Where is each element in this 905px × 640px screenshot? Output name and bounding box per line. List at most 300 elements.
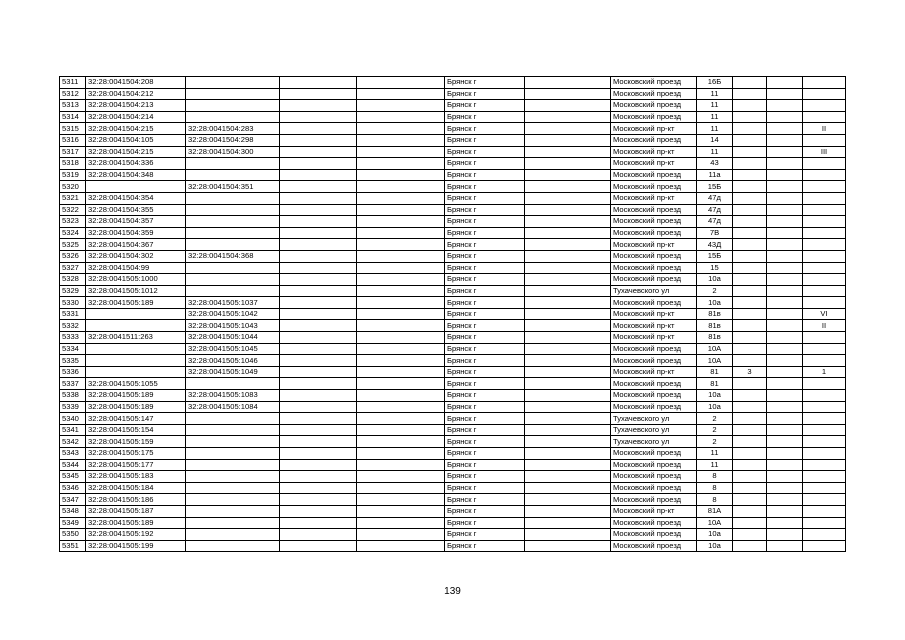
cell-blank-col-4 [280,169,357,181]
cell-cadastral-number [86,181,186,193]
cell-related-cadastral-number [186,169,280,181]
table-row [60,517,846,529]
table-row [60,181,846,193]
cell-city: Брянск г [445,239,525,251]
cell-cadastral-number: 32:28:0041505:177 [86,459,186,471]
cell-street: Тухачевского ул [611,285,697,297]
cell-house-number: 16Б [697,77,733,89]
cell-col-11 [767,285,803,297]
cell-blank-col-7 [525,134,611,146]
cell-city: Брянск г [445,343,525,355]
cell-cadastral-number: 32:28:0041505:186 [86,494,186,506]
cell-house-number: 43 [697,158,733,170]
cell-blank-col-4 [280,158,357,170]
cell-col-11 [767,390,803,402]
cell-col-11 [767,540,803,552]
cell-house-number: 81 [697,366,733,378]
cell-street: Тухачевского ул [611,436,697,448]
cell-row-number: 5345 [60,471,86,483]
cell-building-roman-number [803,239,846,251]
cell-city: Брянск г [445,529,525,541]
cell-cadastral-number [86,366,186,378]
cell-row-number: 5327 [60,262,86,274]
cell-cadastral-number: 32:28:0041504:336 [86,158,186,170]
cell-row-number: 5314 [60,111,86,123]
cell-related-cadastral-number: 32:28:0041505:1045 [186,343,280,355]
cell-related-cadastral-number [186,505,280,517]
cell-blank-col-4 [280,216,357,228]
cell-house-number: 10а [697,540,733,552]
cell-col-10 [733,274,767,286]
cell-blank-col-7 [525,239,611,251]
cell-row-number: 5317 [60,146,86,158]
cell-row-number: 5341 [60,424,86,436]
cell-blank-col-7 [525,88,611,100]
cell-row-number: 5346 [60,482,86,494]
cell-col-11 [767,134,803,146]
cell-blank-col-4 [280,482,357,494]
cell-blank-col-5 [357,471,445,483]
cell-city: Брянск г [445,250,525,262]
cell-blank-col-7 [525,274,611,286]
table-row [60,390,846,402]
cell-blank-col-5 [357,401,445,413]
cell-street: Тухачевского ул [611,413,697,425]
cell-city: Брянск г [445,123,525,135]
cell-blank-col-7 [525,146,611,158]
cell-blank-col-7 [525,158,611,170]
cell-col-10 [733,436,767,448]
cell-blank-col-5 [357,494,445,506]
table-row [60,204,846,216]
table-row [60,123,846,135]
cell-house-number: 11 [697,146,733,158]
cell-col-10 [733,134,767,146]
cell-house-number: 11 [697,111,733,123]
cell-house-number: 11 [697,88,733,100]
cell-row-number: 5349 [60,517,86,529]
cell-building-roman-number [803,88,846,100]
cell-row-number: 5342 [60,436,86,448]
cell-col-10 [733,146,767,158]
cell-col-11 [767,308,803,320]
cell-cadastral-number: 32:28:0041504:214 [86,111,186,123]
cell-building-roman-number [803,390,846,402]
cell-building-roman-number [803,424,846,436]
cell-blank-col-4 [280,448,357,460]
cell-related-cadastral-number [186,459,280,471]
cell-related-cadastral-number: 32:28:0041505:1042 [186,308,280,320]
cell-col-10 [733,77,767,89]
cell-blank-col-5 [357,239,445,251]
cell-col-11 [767,250,803,262]
cell-city: Брянск г [445,332,525,344]
cell-building-roman-number [803,77,846,89]
table-row [60,459,846,471]
cell-col-11 [767,111,803,123]
table-row [60,250,846,262]
cell-cadastral-number: 32:28:0041504:99 [86,262,186,274]
cell-street: Московский проезд [611,390,697,402]
cell-cadastral-number: 32:28:0041505:1012 [86,285,186,297]
cell-street: Московский проезд [611,494,697,506]
cell-building-roman-number [803,111,846,123]
cell-building-roman-number [803,378,846,390]
table-row [60,216,846,228]
cell-blank-col-4 [280,123,357,135]
cell-city: Брянск г [445,181,525,193]
cell-house-number: 81А [697,505,733,517]
cell-col-10 [733,320,767,332]
cell-col-10 [733,158,767,170]
cell-blank-col-7 [525,436,611,448]
cell-col-11 [767,320,803,332]
cell-street: Московский проезд [611,517,697,529]
cell-blank-col-5 [357,505,445,517]
table-row [60,343,846,355]
cell-col-10 [733,390,767,402]
cell-building-roman-number [803,529,846,541]
cell-col-11 [767,529,803,541]
cell-related-cadastral-number [186,448,280,460]
cell-col-10 [733,250,767,262]
cell-blank-col-7 [525,540,611,552]
cell-row-number: 5318 [60,158,86,170]
cell-blank-col-4 [280,204,357,216]
cell-city: Брянск г [445,540,525,552]
cell-building-roman-number [803,297,846,309]
cell-related-cadastral-number [186,77,280,89]
cell-house-number: 7В [697,227,733,239]
cell-street: Московский пр-кт [611,320,697,332]
cell-cadastral-number: 32:28:0041504:213 [86,100,186,112]
cell-row-number: 5337 [60,378,86,390]
cell-col-11 [767,100,803,112]
cell-building-roman-number [803,471,846,483]
cell-col-11 [767,436,803,448]
cell-street: Московский проезд [611,471,697,483]
cell-city: Брянск г [445,216,525,228]
cell-blank-col-4 [280,77,357,89]
cell-building-roman-number [803,274,846,286]
cell-blank-col-7 [525,250,611,262]
cell-col-11 [767,192,803,204]
cell-city: Брянск г [445,227,525,239]
cell-building-roman-number [803,158,846,170]
cell-cadastral-number: 32:28:0041505:147 [86,413,186,425]
cell-related-cadastral-number [186,413,280,425]
cell-building-roman-number [803,343,846,355]
cell-blank-col-7 [525,482,611,494]
cell-house-number: 47д [697,216,733,228]
cell-building-roman-number [803,332,846,344]
cell-col-10 [733,413,767,425]
cell-blank-col-4 [280,308,357,320]
cell-blank-col-4 [280,355,357,367]
cell-blank-col-4 [280,505,357,517]
cell-col-11 [767,424,803,436]
cell-city: Брянск г [445,505,525,517]
cell-house-number: 10А [697,517,733,529]
cell-blank-col-5 [357,250,445,262]
cell-col-11 [767,77,803,89]
cell-blank-col-4 [280,134,357,146]
cell-col-11 [767,355,803,367]
cell-blank-col-7 [525,413,611,425]
cell-blank-col-5 [357,169,445,181]
cell-blank-col-4 [280,239,357,251]
table-row [60,424,846,436]
cell-building-roman-number: II [803,123,846,135]
cell-blank-col-7 [525,297,611,309]
cell-row-number: 5325 [60,239,86,251]
table-row [60,448,846,460]
cell-blank-col-5 [357,378,445,390]
cell-row-number: 5332 [60,320,86,332]
cell-city: Брянск г [445,390,525,402]
cell-house-number: 47д [697,192,733,204]
cell-building-roman-number [803,505,846,517]
cell-blank-col-5 [357,459,445,471]
cell-col-11 [767,204,803,216]
cell-city: Брянск г [445,436,525,448]
cell-blank-col-4 [280,494,357,506]
cell-blank-col-5 [357,111,445,123]
cell-blank-col-4 [280,459,357,471]
table-row [60,355,846,367]
cell-blank-col-7 [525,111,611,123]
cell-blank-col-4 [280,181,357,193]
cell-building-roman-number [803,459,846,471]
cell-street: Тухачевского ул [611,424,697,436]
cell-city: Брянск г [445,146,525,158]
cell-street: Московский проезд [611,181,697,193]
cell-related-cadastral-number [186,378,280,390]
cell-blank-col-5 [357,343,445,355]
cell-col-11 [767,158,803,170]
cell-related-cadastral-number [186,436,280,448]
table-row [60,436,846,448]
registry-table [59,76,846,552]
cell-col-11 [767,505,803,517]
cell-col-10 [733,123,767,135]
cell-house-number: 11 [697,459,733,471]
cell-col-10 [733,401,767,413]
cell-cadastral-number: 32:28:0041511:263 [86,332,186,344]
cell-street: Московский проезд [611,401,697,413]
cell-city: Брянск г [445,517,525,529]
cell-blank-col-7 [525,308,611,320]
cell-cadastral-number: 32:28:0041505:187 [86,505,186,517]
cell-blank-col-7 [525,181,611,193]
cell-house-number: 10а [697,297,733,309]
cell-city: Брянск г [445,100,525,112]
cell-blank-col-7 [525,216,611,228]
cell-street: Московский проезд [611,355,697,367]
cell-related-cadastral-number [186,111,280,123]
cell-col-11 [767,123,803,135]
cell-house-number: 11 [697,123,733,135]
cell-blank-col-7 [525,227,611,239]
cell-building-roman-number: II [803,320,846,332]
cell-col-10 [733,227,767,239]
cell-house-number: 10а [697,401,733,413]
cell-building-roman-number [803,540,846,552]
cell-col-10 [733,169,767,181]
cell-city: Брянск г [445,262,525,274]
table-row [60,540,846,552]
cell-street: Московский пр-кт [611,146,697,158]
cell-related-cadastral-number: 32:28:0041505:1084 [186,401,280,413]
cell-row-number: 5343 [60,448,86,460]
cell-related-cadastral-number [186,158,280,170]
cell-city: Брянск г [445,88,525,100]
table-row [60,378,846,390]
cell-cadastral-number: 32:28:0041504:359 [86,227,186,239]
table-row [60,262,846,274]
cell-col-10 [733,181,767,193]
cell-related-cadastral-number: 32:28:0041505:1044 [186,332,280,344]
cell-street: Московский пр-кт [611,308,697,320]
cell-house-number: 8 [697,494,733,506]
table-row [60,146,846,158]
cell-col-11 [767,413,803,425]
cell-blank-col-7 [525,123,611,135]
cell-street: Московский проезд [611,204,697,216]
cell-row-number: 5316 [60,134,86,146]
cell-house-number: 10а [697,390,733,402]
cell-blank-col-4 [280,401,357,413]
cell-city: Брянск г [445,424,525,436]
cell-house-number: 10А [697,355,733,367]
cell-street: Московский пр-кт [611,123,697,135]
cell-blank-col-5 [357,424,445,436]
cell-building-roman-number [803,517,846,529]
cell-blank-col-7 [525,332,611,344]
cell-related-cadastral-number [186,517,280,529]
cell-blank-col-4 [280,146,357,158]
cell-blank-col-4 [280,192,357,204]
cell-row-number: 5312 [60,88,86,100]
cell-city: Брянск г [445,378,525,390]
cell-building-roman-number [803,262,846,274]
cell-cadastral-number [86,355,186,367]
cell-blank-col-4 [280,297,357,309]
cell-blank-col-5 [357,517,445,529]
cell-house-number: 11 [697,448,733,460]
cell-col-10 [733,204,767,216]
cell-col-11 [767,378,803,390]
cell-related-cadastral-number [186,482,280,494]
cell-col-10 [733,517,767,529]
cell-blank-col-7 [525,448,611,460]
cell-row-number: 5330 [60,297,86,309]
cell-city: Брянск г [445,459,525,471]
cell-blank-col-5 [357,123,445,135]
cell-col-10 [733,529,767,541]
cell-street: Московский проезд [611,343,697,355]
table-row [60,285,846,297]
cell-house-number: 43Д [697,239,733,251]
cell-col-10 [733,111,767,123]
cell-street: Московский проезд [611,111,697,123]
cell-house-number: 15Б [697,181,733,193]
cell-blank-col-7 [525,169,611,181]
cell-col-11 [767,88,803,100]
cell-blank-col-7 [525,401,611,413]
cell-building-roman-number [803,100,846,112]
cell-row-number: 5344 [60,459,86,471]
cell-col-11 [767,482,803,494]
cell-street: Московский пр-кт [611,366,697,378]
cell-city: Брянск г [445,169,525,181]
cell-city: Брянск г [445,320,525,332]
cell-house-number: 81 [697,378,733,390]
cell-related-cadastral-number [186,285,280,297]
cell-col-11 [767,297,803,309]
cell-related-cadastral-number: 32:28:0041505:1046 [186,355,280,367]
cell-street: Московский проезд [611,274,697,286]
cell-building-roman-number [803,448,846,460]
cell-row-number: 5350 [60,529,86,541]
cell-cadastral-number: 32:28:0041505:1055 [86,378,186,390]
cell-building-roman-number [803,204,846,216]
table-row [60,320,846,332]
cell-blank-col-5 [357,192,445,204]
cell-house-number: 81в [697,320,733,332]
table-row [60,505,846,517]
table-row [60,401,846,413]
cell-col-11 [767,262,803,274]
cell-city: Брянск г [445,482,525,494]
cell-blank-col-5 [357,436,445,448]
cell-col-11 [767,227,803,239]
cell-blank-col-7 [525,262,611,274]
cell-blank-col-5 [357,308,445,320]
cell-building-roman-number [803,216,846,228]
cell-row-number: 5315 [60,123,86,135]
table-row [60,88,846,100]
cell-related-cadastral-number [186,239,280,251]
cell-city: Брянск г [445,285,525,297]
cell-building-roman-number [803,355,846,367]
cell-street: Московский проезд [611,448,697,460]
cell-cadastral-number: 32:28:0041505:189 [86,390,186,402]
cell-cadastral-number: 32:28:0041505:189 [86,517,186,529]
cell-house-number: 8 [697,482,733,494]
cell-blank-col-5 [357,332,445,344]
cell-col-11 [767,146,803,158]
cell-blank-col-7 [525,192,611,204]
registry-body [60,77,846,552]
cell-street: Московский проезд [611,262,697,274]
cell-cadastral-number: 32:28:0041505:189 [86,401,186,413]
cell-house-number: 10а [697,529,733,541]
cell-cadastral-number [86,308,186,320]
cell-blank-col-5 [357,413,445,425]
cell-street: Московский проезд [611,540,697,552]
cell-row-number: 5336 [60,366,86,378]
cell-cadastral-number: 32:28:0041504:215 [86,123,186,135]
cell-blank-col-7 [525,77,611,89]
table-row [60,274,846,286]
cell-cadastral-number: 32:28:0041504:357 [86,216,186,228]
cell-blank-col-7 [525,529,611,541]
cell-house-number: 2 [697,285,733,297]
cell-blank-col-7 [525,204,611,216]
cell-col-11 [767,401,803,413]
cell-cadastral-number: 32:28:0041505:189 [86,297,186,309]
